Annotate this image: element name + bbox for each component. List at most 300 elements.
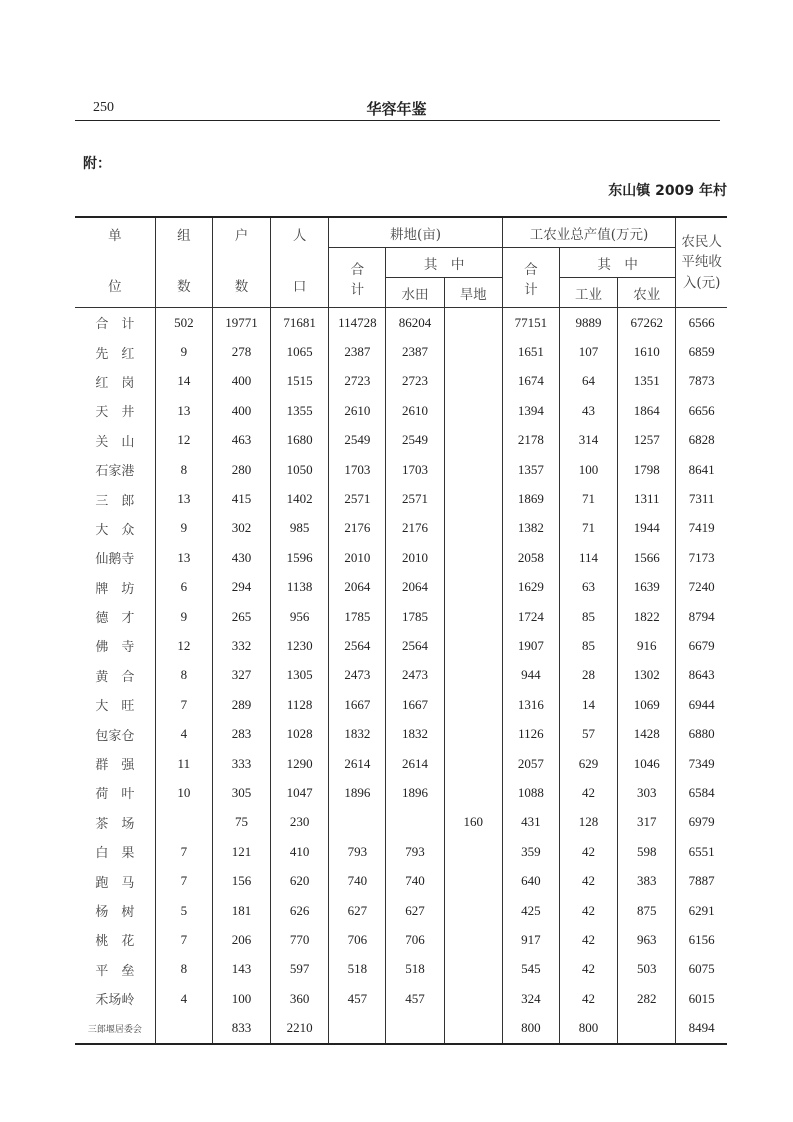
cell-industry: 107 xyxy=(559,337,617,366)
cell-dry-land xyxy=(444,426,502,455)
cell-agriculture: 383 xyxy=(618,866,676,895)
cell-agriculture: 282 xyxy=(618,984,676,1013)
cell-industry: 42 xyxy=(559,837,617,866)
cell-farmland-total: 2614 xyxy=(329,749,386,778)
cell-groups: 7 xyxy=(155,837,212,866)
cell-dry-land xyxy=(444,308,502,338)
cell-households: 121 xyxy=(212,837,270,866)
cell-industry: 71 xyxy=(559,514,617,543)
cell-income: 6979 xyxy=(676,808,727,837)
cell-groups: 8 xyxy=(155,955,212,984)
cell-income: 8794 xyxy=(676,602,727,631)
cell-paddy xyxy=(386,808,444,837)
cell-households: 283 xyxy=(212,719,270,748)
cell-paddy: 740 xyxy=(386,866,444,895)
cell-output-total: 944 xyxy=(502,661,559,690)
page-number: 250 xyxy=(93,100,114,115)
cell-population: 1596 xyxy=(271,543,329,572)
cell-farmland-total: 1896 xyxy=(329,778,386,807)
cell-income: 6566 xyxy=(676,308,727,338)
cell-groups: 9 xyxy=(155,514,212,543)
cell-output-total: 2058 xyxy=(502,543,559,572)
cell-farmland-total: 2549 xyxy=(329,426,386,455)
cell-households: 302 xyxy=(212,514,270,543)
cell-dry-land xyxy=(444,749,502,778)
cell-households: 332 xyxy=(212,631,270,660)
cell-unit: 天 井 xyxy=(75,396,155,425)
cell-farmland-total: 1785 xyxy=(329,602,386,631)
cell-farmland-total: 2176 xyxy=(329,514,386,543)
cell-groups: 5 xyxy=(155,896,212,925)
cell-population: 597 xyxy=(271,955,329,984)
cell-population: 1515 xyxy=(271,367,329,396)
cell-farmland-total: 518 xyxy=(329,955,386,984)
cell-farmland-total: 2387 xyxy=(329,337,386,366)
appendix-label: 附： xyxy=(83,156,111,172)
table-row xyxy=(75,837,727,866)
cell-farmland-total: 2010 xyxy=(329,543,386,572)
cell-population: 360 xyxy=(271,984,329,1013)
cell-output-total: 2178 xyxy=(502,426,559,455)
cell-farmland-total: 627 xyxy=(329,896,386,925)
cell-dry-land xyxy=(444,602,502,631)
cell-paddy: 2610 xyxy=(386,396,444,425)
cell-paddy: 1832 xyxy=(386,719,444,748)
header-output-total: 合 计 xyxy=(502,248,559,308)
cell-output-total: 431 xyxy=(502,808,559,837)
cell-paddy: 2473 xyxy=(386,661,444,690)
cell-households: 289 xyxy=(212,690,270,719)
table-row xyxy=(75,808,727,837)
header-agriculture: 农业 xyxy=(618,278,676,308)
cell-agriculture: 598 xyxy=(618,837,676,866)
table-row xyxy=(75,573,727,602)
cell-farmland-total: 114728 xyxy=(329,308,386,338)
cell-income: 8643 xyxy=(676,661,727,690)
cell-income: 6859 xyxy=(676,337,727,366)
cell-farmland-total: 740 xyxy=(329,866,386,895)
cell-population: 1355 xyxy=(271,396,329,425)
table-row xyxy=(75,1013,727,1043)
cell-farmland-total: 2564 xyxy=(329,631,386,660)
cell-output-total: 1651 xyxy=(502,337,559,366)
cell-farmland-total: 2723 xyxy=(329,367,386,396)
cell-output-total: 324 xyxy=(502,984,559,1013)
cell-paddy: 1896 xyxy=(386,778,444,807)
cell-groups: 502 xyxy=(155,308,212,338)
cell-paddy: 793 xyxy=(386,837,444,866)
cell-households: 305 xyxy=(212,778,270,807)
cell-unit: 牌 坊 xyxy=(75,573,155,602)
cell-dry-land xyxy=(444,955,502,984)
header-farmland: 耕地(亩) xyxy=(329,217,503,248)
cell-unit: 关 山 xyxy=(75,426,155,455)
cell-income: 7311 xyxy=(676,484,727,513)
cell-unit: 大 旺 xyxy=(75,690,155,719)
table-row xyxy=(75,896,727,925)
cell-output-total: 1629 xyxy=(502,573,559,602)
cell-unit: 禾场岭 xyxy=(75,984,155,1013)
cell-population: 410 xyxy=(271,837,329,866)
cell-income: 8641 xyxy=(676,455,727,484)
cell-households: 430 xyxy=(212,543,270,572)
cell-groups: 7 xyxy=(155,866,212,895)
header-unit: 单 位 xyxy=(75,217,155,308)
cell-population: 1402 xyxy=(271,484,329,513)
cell-dry-land xyxy=(444,514,502,543)
cell-agriculture: 67262 xyxy=(618,308,676,338)
cell-paddy: 2614 xyxy=(386,749,444,778)
cell-paddy: 2564 xyxy=(386,631,444,660)
cell-dry-land xyxy=(444,1013,502,1043)
cell-agriculture: 1864 xyxy=(618,396,676,425)
cell-paddy: 627 xyxy=(386,896,444,925)
cell-paddy: 457 xyxy=(386,984,444,1013)
header-income: 农民人平纯收入(元) xyxy=(676,217,727,308)
cell-agriculture: 1822 xyxy=(618,602,676,631)
cell-groups: 7 xyxy=(155,690,212,719)
cell-industry: 28 xyxy=(559,661,617,690)
cell-industry: 314 xyxy=(559,426,617,455)
header-output: 工农业总产值(万元) xyxy=(502,217,676,248)
cell-population: 956 xyxy=(271,602,329,631)
table-row xyxy=(75,719,727,748)
cell-farmland-total xyxy=(329,808,386,837)
table-row xyxy=(75,602,727,631)
cell-dry-land xyxy=(444,661,502,690)
cell-groups: 9 xyxy=(155,337,212,366)
cell-output-total: 359 xyxy=(502,837,559,866)
cell-income: 6015 xyxy=(676,984,727,1013)
cell-households: 143 xyxy=(212,955,270,984)
cell-agriculture: 1302 xyxy=(618,661,676,690)
cell-output-total: 917 xyxy=(502,925,559,954)
cell-industry: 9889 xyxy=(559,308,617,338)
cell-industry: 71 xyxy=(559,484,617,513)
cell-households: 333 xyxy=(212,749,270,778)
cell-output-total: 425 xyxy=(502,896,559,925)
cell-agriculture xyxy=(618,1013,676,1043)
cell-agriculture: 1639 xyxy=(618,573,676,602)
cell-groups: 14 xyxy=(155,367,212,396)
cell-dry-land xyxy=(444,367,502,396)
cell-agriculture: 963 xyxy=(618,925,676,954)
cell-population: 1138 xyxy=(271,573,329,602)
cell-output-total: 1088 xyxy=(502,778,559,807)
cell-groups: 13 xyxy=(155,484,212,513)
cell-dry-land xyxy=(444,837,502,866)
cell-agriculture: 1944 xyxy=(618,514,676,543)
cell-agriculture: 875 xyxy=(618,896,676,925)
cell-industry: 114 xyxy=(559,543,617,572)
cell-unit: 佛 寺 xyxy=(75,631,155,660)
cell-unit: 桃 花 xyxy=(75,925,155,954)
table-row xyxy=(75,749,727,778)
cell-dry-land xyxy=(444,866,502,895)
cell-income: 6679 xyxy=(676,631,727,660)
cell-income: 6584 xyxy=(676,778,727,807)
table-row xyxy=(75,690,727,719)
cell-agriculture: 503 xyxy=(618,955,676,984)
cell-groups: 6 xyxy=(155,573,212,602)
cell-agriculture: 1610 xyxy=(618,337,676,366)
cell-output-total: 1382 xyxy=(502,514,559,543)
header-households: 户 数 xyxy=(212,217,270,308)
cell-unit: 包家仓 xyxy=(75,719,155,748)
cell-households: 280 xyxy=(212,455,270,484)
cell-agriculture: 916 xyxy=(618,631,676,660)
cell-industry: 42 xyxy=(559,778,617,807)
cell-population: 1680 xyxy=(271,426,329,455)
table-row xyxy=(75,543,727,572)
cell-population: 1305 xyxy=(271,661,329,690)
cell-industry: 57 xyxy=(559,719,617,748)
cell-dry-land xyxy=(444,896,502,925)
cell-unit: 杨 树 xyxy=(75,896,155,925)
cell-unit: 仙鹅寺 xyxy=(75,543,155,572)
cell-population: 1050 xyxy=(271,455,329,484)
table-row xyxy=(75,778,727,807)
cell-population: 770 xyxy=(271,925,329,954)
cell-income: 6944 xyxy=(676,690,727,719)
village-statistics-table xyxy=(75,216,727,1045)
cell-industry: 100 xyxy=(559,455,617,484)
cell-dry-land xyxy=(444,455,502,484)
cell-industry: 128 xyxy=(559,808,617,837)
cell-income: 6880 xyxy=(676,719,727,748)
table-caption: 东山镇 2009 年村 xyxy=(608,183,727,199)
cell-households: 400 xyxy=(212,396,270,425)
cell-unit: 合 计 xyxy=(75,308,155,338)
cell-dry-land xyxy=(444,337,502,366)
cell-farmland-total: 706 xyxy=(329,925,386,954)
cell-income: 7173 xyxy=(676,543,727,572)
cell-dry-land xyxy=(444,719,502,748)
cell-income: 6551 xyxy=(676,837,727,866)
cell-paddy: 2549 xyxy=(386,426,444,455)
cell-households: 181 xyxy=(212,896,270,925)
cell-groups: 11 xyxy=(155,749,212,778)
cell-farmland-total xyxy=(329,1013,386,1043)
cell-unit: 荷 叶 xyxy=(75,778,155,807)
cell-agriculture: 303 xyxy=(618,778,676,807)
cell-unit: 平 垒 xyxy=(75,955,155,984)
cell-industry: 42 xyxy=(559,925,617,954)
cell-paddy: 2176 xyxy=(386,514,444,543)
cell-farmland-total: 2473 xyxy=(329,661,386,690)
cell-groups: 13 xyxy=(155,396,212,425)
cell-paddy: 2387 xyxy=(386,337,444,366)
cell-dry-land xyxy=(444,925,502,954)
cell-industry: 42 xyxy=(559,955,617,984)
cell-industry: 85 xyxy=(559,602,617,631)
cell-income: 7349 xyxy=(676,749,727,778)
cell-paddy: 2064 xyxy=(386,573,444,602)
cell-agriculture: 1566 xyxy=(618,543,676,572)
cell-population: 2210 xyxy=(271,1013,329,1043)
cell-income: 7873 xyxy=(676,367,727,396)
cell-unit: 大 众 xyxy=(75,514,155,543)
cell-industry: 14 xyxy=(559,690,617,719)
cell-industry: 63 xyxy=(559,573,617,602)
cell-groups: 13 xyxy=(155,543,212,572)
table-row xyxy=(75,955,727,984)
cell-unit: 三 郎 xyxy=(75,484,155,513)
cell-industry: 64 xyxy=(559,367,617,396)
table-row xyxy=(75,426,727,455)
cell-unit: 先 红 xyxy=(75,337,155,366)
cell-population: 230 xyxy=(271,808,329,837)
cell-agriculture: 1311 xyxy=(618,484,676,513)
cell-farmland-total: 2064 xyxy=(329,573,386,602)
cell-population: 620 xyxy=(271,866,329,895)
cell-industry: 42 xyxy=(559,984,617,1013)
cell-income: 7887 xyxy=(676,866,727,895)
header-paddy: 水田 xyxy=(386,278,444,308)
cell-paddy: 2723 xyxy=(386,367,444,396)
header-industry: 工业 xyxy=(559,278,617,308)
book-title: 华容年鉴 xyxy=(366,100,427,118)
cell-farmland-total: 1703 xyxy=(329,455,386,484)
cell-households: 75 xyxy=(212,808,270,837)
cell-dry-land xyxy=(444,484,502,513)
cell-agriculture: 1428 xyxy=(618,719,676,748)
cell-output-total: 77151 xyxy=(502,308,559,338)
cell-industry: 42 xyxy=(559,896,617,925)
cell-income: 6828 xyxy=(676,426,727,455)
cell-output-total: 640 xyxy=(502,866,559,895)
cell-dry-land xyxy=(444,778,502,807)
cell-income: 6156 xyxy=(676,925,727,954)
cell-households: 415 xyxy=(212,484,270,513)
header-output-of-which: 其 中 xyxy=(559,248,675,278)
cell-industry: 43 xyxy=(559,396,617,425)
cell-households: 278 xyxy=(212,337,270,366)
cell-households: 265 xyxy=(212,602,270,631)
header-groups: 组 数 xyxy=(155,217,212,308)
cell-groups: 4 xyxy=(155,719,212,748)
cell-output-total: 545 xyxy=(502,955,559,984)
cell-paddy: 518 xyxy=(386,955,444,984)
cell-unit: 茶 场 xyxy=(75,808,155,837)
cell-farmland-total: 2571 xyxy=(329,484,386,513)
cell-farmland-total: 2610 xyxy=(329,396,386,425)
cell-paddy: 1667 xyxy=(386,690,444,719)
header-farmland-of-which: 其 中 xyxy=(386,248,502,278)
table-row xyxy=(75,661,727,690)
cell-income: 8494 xyxy=(676,1013,727,1043)
cell-groups xyxy=(155,808,212,837)
cell-dry-land xyxy=(444,573,502,602)
cell-output-total: 800 xyxy=(502,1013,559,1043)
cell-unit: 红 岗 xyxy=(75,367,155,396)
cell-groups: 7 xyxy=(155,925,212,954)
cell-population: 1028 xyxy=(271,719,329,748)
cell-agriculture: 1351 xyxy=(618,367,676,396)
cell-output-total: 1357 xyxy=(502,455,559,484)
cell-paddy: 1703 xyxy=(386,455,444,484)
cell-unit: 白 果 xyxy=(75,837,155,866)
cell-households: 327 xyxy=(212,661,270,690)
cell-farmland-total: 793 xyxy=(329,837,386,866)
cell-unit: 石家港 xyxy=(75,455,155,484)
table-row xyxy=(75,484,727,513)
cell-output-total: 1907 xyxy=(502,631,559,660)
cell-households: 156 xyxy=(212,866,270,895)
cell-dry-land xyxy=(444,543,502,572)
cell-population: 1128 xyxy=(271,690,329,719)
cell-output-total: 1394 xyxy=(502,396,559,425)
cell-industry: 800 xyxy=(559,1013,617,1043)
cell-unit: 德 才 xyxy=(75,602,155,631)
table-row xyxy=(75,866,727,895)
header-farmland-total: 合 计 xyxy=(329,248,386,308)
cell-groups: 9 xyxy=(155,602,212,631)
cell-population: 71681 xyxy=(271,308,329,338)
cell-output-total: 1316 xyxy=(502,690,559,719)
cell-agriculture: 1069 xyxy=(618,690,676,719)
cell-households: 833 xyxy=(212,1013,270,1043)
cell-income: 6656 xyxy=(676,396,727,425)
cell-income: 6291 xyxy=(676,896,727,925)
cell-population: 1230 xyxy=(271,631,329,660)
cell-households: 100 xyxy=(212,984,270,1013)
cell-output-total: 1674 xyxy=(502,367,559,396)
cell-paddy: 706 xyxy=(386,925,444,954)
cell-paddy: 86204 xyxy=(386,308,444,338)
cell-income: 7240 xyxy=(676,573,727,602)
table-row xyxy=(75,631,727,660)
cell-income: 7419 xyxy=(676,514,727,543)
cell-industry: 85 xyxy=(559,631,617,660)
table-row xyxy=(75,984,727,1013)
table-row xyxy=(75,308,727,338)
cell-output-total: 1869 xyxy=(502,484,559,513)
cell-paddy: 2571 xyxy=(386,484,444,513)
table-row xyxy=(75,514,727,543)
cell-dry-land xyxy=(444,984,502,1013)
cell-dry-land: 160 xyxy=(444,808,502,837)
cell-farmland-total: 1667 xyxy=(329,690,386,719)
table-row xyxy=(75,367,727,396)
cell-groups: 8 xyxy=(155,455,212,484)
cell-paddy: 1785 xyxy=(386,602,444,631)
cell-industry: 42 xyxy=(559,866,617,895)
cell-households: 400 xyxy=(212,367,270,396)
cell-dry-land xyxy=(444,690,502,719)
cell-groups: 12 xyxy=(155,426,212,455)
cell-output-total: 2057 xyxy=(502,749,559,778)
cell-industry: 629 xyxy=(559,749,617,778)
cell-households: 463 xyxy=(212,426,270,455)
cell-groups xyxy=(155,1013,212,1043)
cell-farmland-total: 457 xyxy=(329,984,386,1013)
cell-paddy xyxy=(386,1013,444,1043)
cell-farmland-total: 1832 xyxy=(329,719,386,748)
cell-output-total: 1724 xyxy=(502,602,559,631)
cell-income: 6075 xyxy=(676,955,727,984)
table-row xyxy=(75,925,727,954)
cell-unit: 三郎堰居委会 xyxy=(75,1013,155,1043)
table-row xyxy=(75,396,727,425)
cell-dry-land xyxy=(444,396,502,425)
cell-unit: 群 强 xyxy=(75,749,155,778)
cell-groups: 12 xyxy=(155,631,212,660)
cell-output-total: 1126 xyxy=(502,719,559,748)
cell-population: 1290 xyxy=(271,749,329,778)
table-row xyxy=(75,337,727,366)
cell-population: 1065 xyxy=(271,337,329,366)
